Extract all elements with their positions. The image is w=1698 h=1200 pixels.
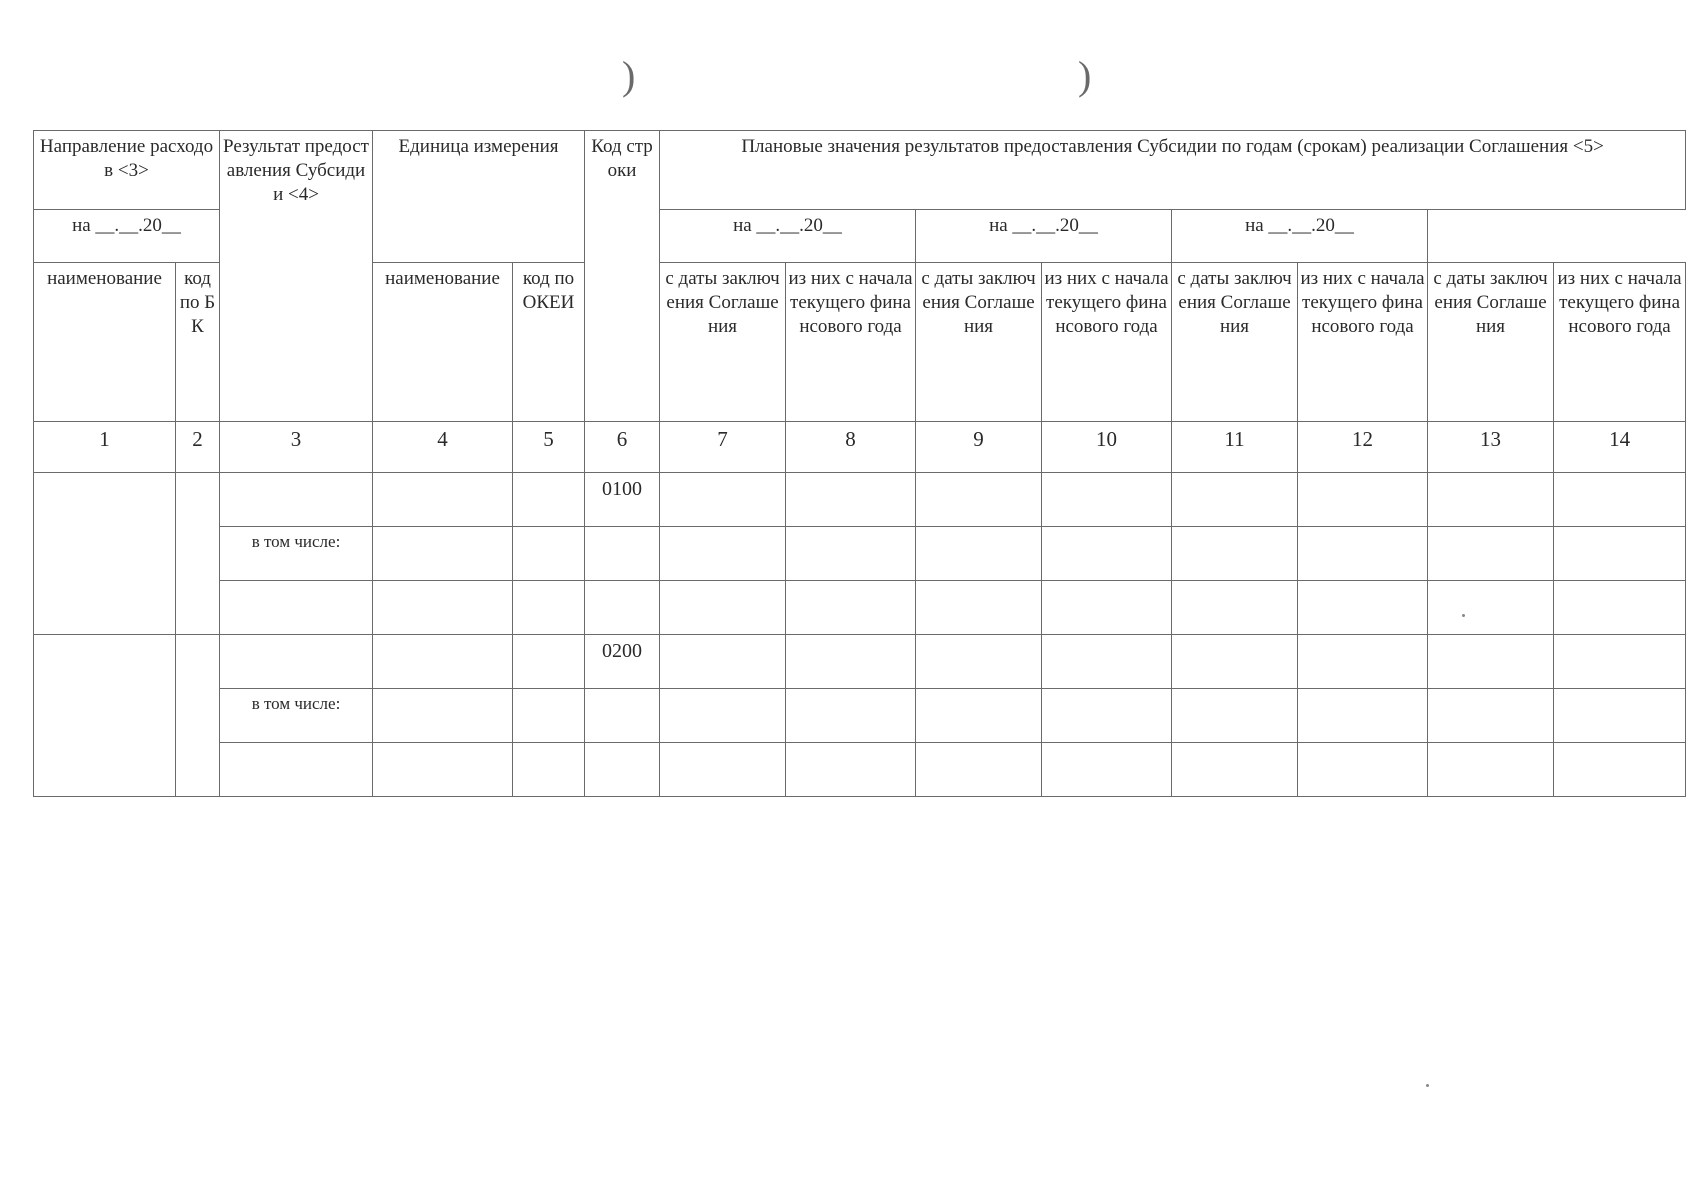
value-cell[interactable] xyxy=(660,635,786,689)
value-cell[interactable] xyxy=(1298,743,1428,797)
header-since-conclusion: с даты заключения Соглашения xyxy=(660,263,786,422)
value-cell[interactable] xyxy=(1172,581,1298,635)
value-cell[interactable] xyxy=(660,527,786,581)
value-cell[interactable] xyxy=(1298,635,1428,689)
value-cell[interactable] xyxy=(1298,581,1428,635)
unit-name-cell[interactable] xyxy=(373,743,513,797)
including-label: в том числе: xyxy=(220,689,373,743)
column-number: 3 xyxy=(220,422,373,473)
unit-code-cell[interactable] xyxy=(513,689,585,743)
line-code-cell[interactable] xyxy=(585,581,660,635)
unit-name-cell[interactable] xyxy=(373,581,513,635)
value-cell[interactable] xyxy=(916,689,1042,743)
line-code-cell[interactable] xyxy=(585,527,660,581)
header-expense-code: код по БК xyxy=(176,263,220,422)
column-number: 7 xyxy=(660,422,786,473)
column-number: 11 xyxy=(1172,422,1298,473)
including-label: в том числе: xyxy=(220,527,373,581)
table-row xyxy=(34,473,1686,527)
column-number: 12 xyxy=(1298,422,1428,473)
value-cell[interactable] xyxy=(1172,527,1298,581)
value-cell[interactable] xyxy=(1554,635,1686,689)
header-since-conclusion: с даты заключения Соглашения xyxy=(1172,263,1298,422)
unit-code-cell[interactable] xyxy=(513,527,585,581)
value-cell[interactable] xyxy=(786,689,916,743)
value-cell[interactable] xyxy=(1554,473,1686,527)
expense-code-cell[interactable] xyxy=(176,473,220,635)
value-cell[interactable] xyxy=(916,743,1042,797)
unit-code-cell[interactable] xyxy=(513,473,585,527)
header-period-3: на __.__.20__ xyxy=(916,210,1172,263)
header-period-1: на __.__.20__ xyxy=(34,210,220,263)
value-cell[interactable] xyxy=(916,473,1042,527)
value-cell[interactable] xyxy=(1554,743,1686,797)
header-unit: Единица измерения xyxy=(373,131,585,263)
value-cell[interactable] xyxy=(1042,473,1172,527)
unit-code-cell[interactable] xyxy=(513,635,585,689)
header-expense-direction: Направление расходов <3> xyxy=(34,131,220,210)
expense-code-cell[interactable] xyxy=(176,635,220,797)
line-code-cell: 0100 xyxy=(585,473,660,527)
result-cell[interactable] xyxy=(220,581,373,635)
header-since-fy-start: из них с начала текущего финансового года xyxy=(1042,263,1172,422)
line-code-cell: 0200 xyxy=(585,635,660,689)
header-since-fy-start: из них с начала текущего финансового года xyxy=(1298,263,1428,422)
value-cell[interactable] xyxy=(1554,527,1686,581)
value-cell[interactable] xyxy=(1298,689,1428,743)
value-cell[interactable] xyxy=(1172,473,1298,527)
column-number: 10 xyxy=(1042,422,1172,473)
column-numbers-row xyxy=(34,422,1686,473)
header-unit-name: наименование xyxy=(373,263,513,422)
value-cell[interactable] xyxy=(786,473,916,527)
header-since-fy-start: из них с начала текущего финансового года xyxy=(1554,263,1686,422)
header-unit-code: код по ОКЕИ xyxy=(513,263,585,422)
header-row-1 xyxy=(34,131,1686,210)
table-row xyxy=(34,743,1686,797)
value-cell[interactable] xyxy=(1428,635,1554,689)
unit-name-cell[interactable] xyxy=(373,689,513,743)
value-cell[interactable] xyxy=(1428,689,1554,743)
table-row xyxy=(34,581,1686,635)
value-cell[interactable] xyxy=(1428,527,1554,581)
value-cell[interactable] xyxy=(1172,635,1298,689)
value-cell[interactable] xyxy=(1042,635,1172,689)
column-number: 13 xyxy=(1428,422,1554,473)
column-number: 1 xyxy=(34,422,176,473)
value-cell[interactable] xyxy=(786,527,916,581)
column-number: 6 xyxy=(585,422,660,473)
value-cell[interactable] xyxy=(1172,689,1298,743)
page-mark-left: ) xyxy=(622,53,636,98)
column-number: 4 xyxy=(373,422,513,473)
header-period-4: на __.__.20__ xyxy=(1172,210,1428,263)
unit-name-cell[interactable] xyxy=(373,635,513,689)
header-line-code: Код строки xyxy=(585,131,660,422)
value-cell[interactable] xyxy=(1298,473,1428,527)
value-cell[interactable] xyxy=(786,581,916,635)
value-cell[interactable] xyxy=(1554,689,1686,743)
value-cell[interactable] xyxy=(1428,743,1554,797)
subsidy-results-table xyxy=(33,130,1686,797)
line-code-cell[interactable] xyxy=(585,743,660,797)
value-cell[interactable] xyxy=(1172,743,1298,797)
value-cell[interactable] xyxy=(1042,581,1172,635)
result-cell[interactable] xyxy=(220,635,373,689)
value-cell[interactable] xyxy=(1042,689,1172,743)
column-number: 8 xyxy=(786,422,916,473)
line-code-cell[interactable] xyxy=(585,689,660,743)
value-cell[interactable] xyxy=(1428,473,1554,527)
column-number: 2 xyxy=(176,422,220,473)
value-cell[interactable] xyxy=(1042,527,1172,581)
value-cell[interactable] xyxy=(1042,743,1172,797)
speck xyxy=(1426,1084,1429,1087)
table-row xyxy=(34,689,1686,743)
value-cell[interactable] xyxy=(660,689,786,743)
value-cell[interactable] xyxy=(786,743,916,797)
value-cell[interactable] xyxy=(1298,527,1428,581)
result-cell[interactable] xyxy=(220,743,373,797)
unit-code-cell[interactable] xyxy=(513,743,585,797)
column-number: 5 xyxy=(513,422,585,473)
value-cell[interactable] xyxy=(916,527,1042,581)
value-cell[interactable] xyxy=(660,581,786,635)
value-cell[interactable] xyxy=(916,635,1042,689)
page-mark-right: ) xyxy=(1078,53,1092,98)
value-cell[interactable] xyxy=(660,743,786,797)
header-subsidy-result: Результат предоставления Субсидии <4> xyxy=(220,131,373,422)
header-period-2: на __.__.20__ xyxy=(660,210,916,263)
table-row xyxy=(34,635,1686,689)
unit-code-cell[interactable] xyxy=(513,581,585,635)
expense-name-cell[interactable] xyxy=(34,473,176,635)
expense-name-cell[interactable] xyxy=(34,635,176,797)
header-since-fy-start: из них с начала текущего финансового года xyxy=(786,263,916,422)
table-row xyxy=(34,527,1686,581)
header-planned-values: Плановые значения результатов предоставления Субсидии по годам (срокам) реализации Соглашения <5> xyxy=(660,131,1686,210)
value-cell[interactable] xyxy=(916,581,1042,635)
header-expense-name: наименование xyxy=(34,263,176,422)
result-cell[interactable] xyxy=(220,473,373,527)
value-cell[interactable] xyxy=(786,635,916,689)
value-cell[interactable] xyxy=(660,473,786,527)
column-number: 14 xyxy=(1554,422,1686,473)
value-cell[interactable] xyxy=(1554,581,1686,635)
unit-name-cell[interactable] xyxy=(373,473,513,527)
value-cell[interactable] xyxy=(1428,581,1554,635)
header-since-conclusion: с даты заключения Соглашения xyxy=(1428,263,1554,422)
header-since-conclusion: с даты заключения Соглашения xyxy=(916,263,1042,422)
unit-name-cell[interactable] xyxy=(373,527,513,581)
column-number: 9 xyxy=(916,422,1042,473)
